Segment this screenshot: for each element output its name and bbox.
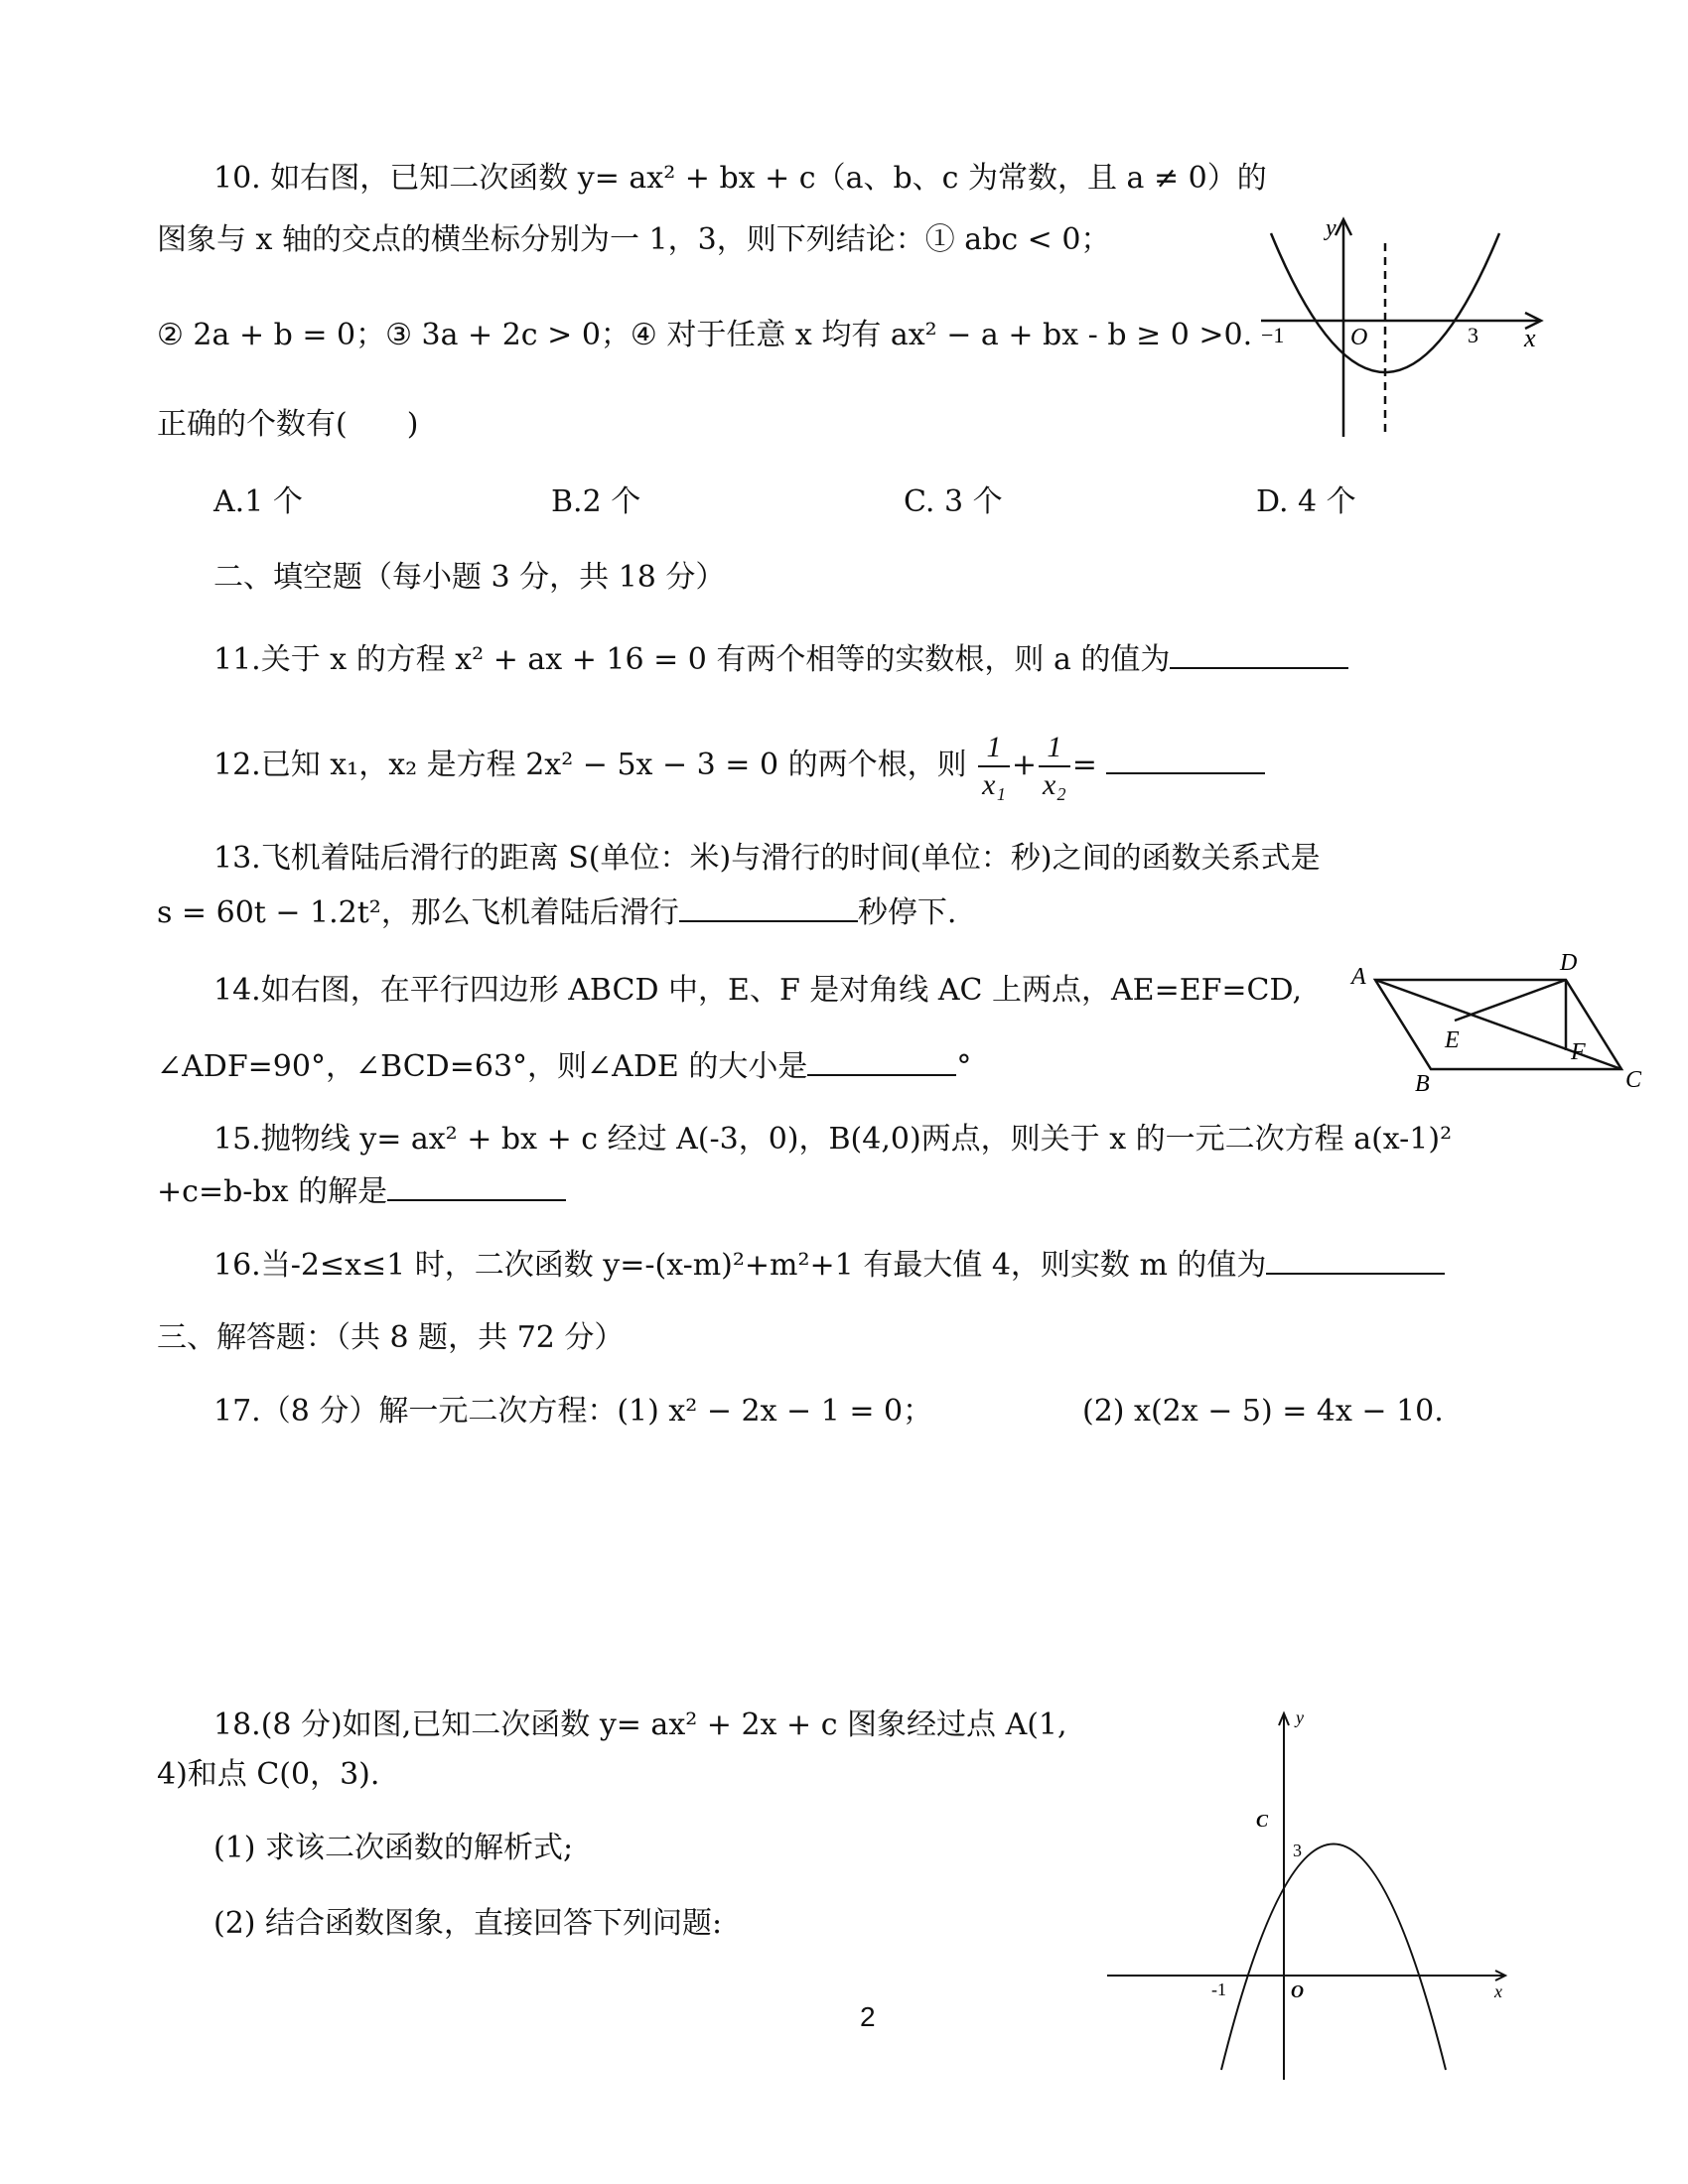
q12-text [213,730,1265,803]
q12-answer-blank[interactable] [1106,743,1265,774]
q18-sub2: (2) 结合函数图象，直接回答下列问题: [213,1906,723,1941]
q14-parallelogram-figure [1345,948,1663,1097]
q18-x-label: x [1494,1981,1502,2001]
q12-fraction-1 [978,730,1010,803]
q14-answer-blank[interactable] [807,1044,956,1076]
q18-three-label: 3 [1293,1841,1302,1860]
q17-part1: 17.（8 分）解一元二次方程：(1) x² − 2x − 1 = 0； [213,1394,933,1429]
q14-label-a: A [1351,964,1366,990]
q12-frac2-num: 1 [1039,730,1070,767]
q18-c-label: C [1256,1811,1269,1831]
q11-text [213,637,1348,680]
q16-question: 16.当-2≤x≤1 时，二次函数 y=-(x-m)²+m²+1 有最大值 4，则实数 m 的值为 [213,1248,1267,1283]
q18-neg-one-label: -1 [1211,1979,1226,1999]
q10-line2: 图象与 x 轴的交点的横坐标分别为一 1，3，则下列结论：① abc < 0； [157,222,1111,257]
q12-frac1-num: 1 [978,730,1010,767]
q10-line3: ② 2a + b = 0；③ 3a + 2c > 0；④ 对于任意 x 均有 ax² − a + bx - b ≥ 0 >0. [157,318,1253,352]
q10-option-a: A.1 个 [213,484,303,519]
q12-fraction-2 [1039,730,1070,803]
q10-line1: 10. 如右图，已知二次函数 y= ax² + bx + c（a、b、c 为常数，且 a ≠ 0）的 [213,161,1267,196]
q14-label-f: F [1571,1039,1586,1065]
q11-answer-blank[interactable] [1170,637,1348,669]
q12-frac2-den: x₂ [1043,768,1066,801]
q13-line2-pre: s = 60t − 1.2t²，那么飞机着陆后滑行 [157,895,679,930]
q14-line1: 14.如右图，在平行四边形 ABCD 中，E、F 是对角线 AC 上两点，AE=EF=CD, [213,973,1303,1008]
q14-line2-pre: ∠ADF=90°，∠BCD=63°，则∠ADE 的大小是 [157,1049,808,1084]
q16-answer-blank[interactable] [1266,1243,1445,1275]
q17-part2: (2) x(2x − 5) = 4x − 10. [1082,1394,1444,1429]
q10-left-root-label: −1 [1261,323,1285,347]
q13-line2 [157,890,956,933]
q14-line2 [157,1044,971,1087]
q10-y-label: y [1326,215,1336,241]
q18-y-label: y [1296,1707,1304,1727]
q10-origin-label: O [1350,325,1368,350]
q15-line2-text: +c=b-bx 的解是 [157,1174,388,1209]
q12-question: 12.已知 x₁，x₂ 是方程 2x² − 5x − 3 = 0 的两个根，则 [213,748,967,782]
q15-line2 [157,1169,566,1212]
q13-answer-blank[interactable] [679,890,858,922]
q14-label-b: B [1415,1071,1430,1097]
q10-option-c: C. 3 个 [904,484,1003,519]
q18-parabola-graph [1102,1707,1519,2085]
q12-frac1-den: x₁ [982,768,1006,801]
q10-option-b: B.2 个 [551,484,641,519]
q14-line2-post: ° [956,1049,972,1084]
q10-x-label: x [1524,324,1536,352]
q18-sub1: (1) 求该二次函数的解析式; [213,1831,574,1865]
q13-line1: 13.飞机着陆后滑行的距离 S(单位：米)与滑行的时间(单位：秒)之间的函数关系式是 [213,841,1321,876]
q16-text [213,1243,1445,1286]
q10-option-d: D. 4 个 [1256,484,1356,519]
q10-line4: 正确的个数有( ) [157,407,419,442]
q11-question: 11.关于 x 的方程 x² + ax + 16 = 0 有两个相等的实数根，则 a 的值为 [213,642,1171,677]
q14-segment-de [1455,980,1566,1021]
section-3-heading: 三、解答题：（共 8 题，共 72 分） [157,1320,625,1355]
q12-equals: = [1071,748,1097,782]
q18-line1: 18.(8 分)如图,已知二次函数 y= ax² + 2x + c 图象经过点 A(1, [213,1707,1067,1742]
q10-parabola-graph [1251,213,1549,442]
q12-plus: + [1011,748,1038,782]
q15-answer-blank[interactable] [387,1169,566,1201]
q18-line2: 4)和点 C(0，3). [157,1757,380,1792]
q13-line2-post: 秒停下. [857,895,957,930]
section-2-heading: 二、填空题（每小题 3 分，共 18 分） [213,560,726,595]
q14-label-e: E [1445,1027,1460,1053]
q14-label-c: C [1625,1067,1642,1093]
page-number: 2 [860,2001,876,2032]
q15-line1: 15.抛物线 y= ax² + bx + c 经过 A(-3，0)，B(4,0)两点，则关于 x 的一元二次方程 a(x-1)² [213,1122,1453,1157]
q10-right-root-label: 3 [1468,323,1478,347]
q18-parabola-curve [1221,1844,1446,2071]
q14-label-d: D [1560,950,1578,976]
q18-origin-label: O [1291,1981,1304,2001]
